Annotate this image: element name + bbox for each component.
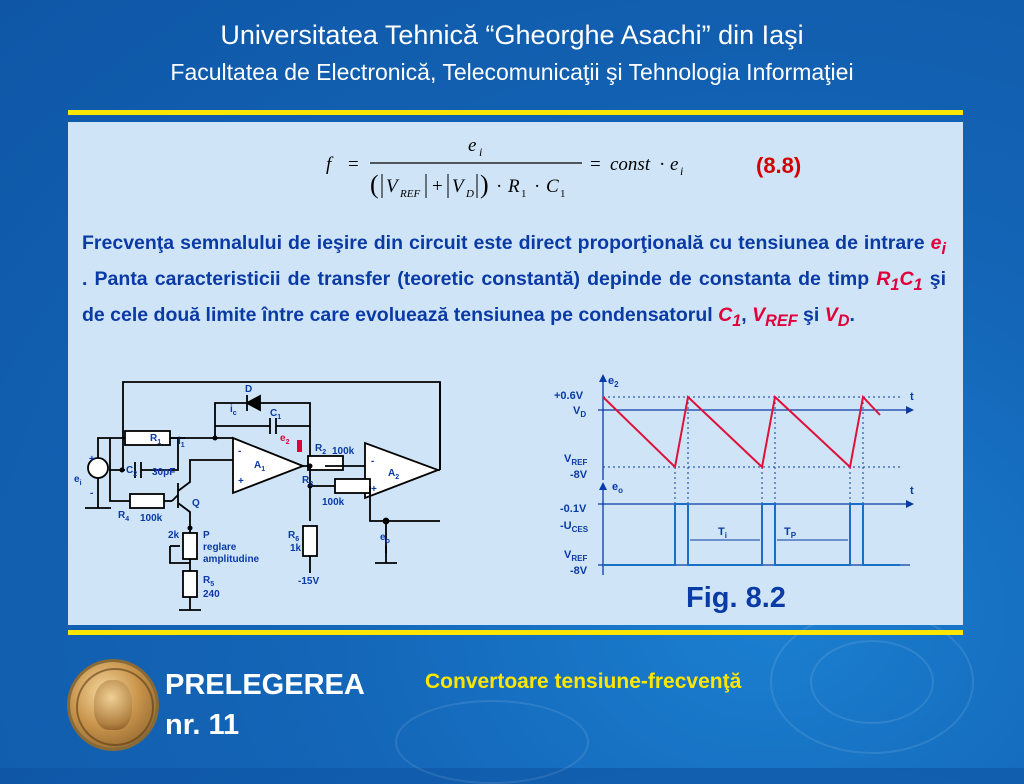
formula-c1: C — [546, 176, 559, 197]
svg-text:D: D — [466, 188, 474, 200]
svg-text:-: - — [371, 456, 375, 467]
svg-text:R4: $R_4$ — [118, 510, 130, 523]
top-divider — [68, 110, 963, 115]
formula — [320, 128, 720, 208]
body-paragraph: Frecvenţa semnalului de ieşire din circuit este direct proporţională cu tensiunea de intrare $e_i$ . Panta caracteristicii de transfer (teoretic constantă) depinde de constanta de timp $R_1C_1$ şi de cele două limite între care evoluează tensiunea pe condensatorul $C_1$, $V_{REF}$ şi $V_D$. — [82, 232, 946, 330]
svg-text:VD: $V_D$ — [573, 405, 587, 419]
lecture-topic: Convertoare tensiune-frecvenţă — [425, 670, 742, 693]
svg-text:A2: $A_2$ — [388, 468, 400, 481]
svg-text:VREF: $V_{REF}$ — [564, 453, 588, 467]
formula-vref: V — [386, 176, 398, 197]
sawtooth-wave — [603, 397, 880, 467]
svg-text:t: t — [910, 485, 914, 497]
svg-text:eo: $e_o$ — [612, 481, 624, 495]
svg-text:Q: Q — [192, 498, 200, 509]
waveform-diagram — [540, 370, 940, 585]
lecture-label: PRELEGEREA nr. 11 — [165, 669, 365, 741]
svg-text:i1: $i_1$ — [178, 436, 185, 449]
svg-text:R2: $R_2$ — [315, 443, 327, 456]
page-title: Universitatea Tehnică “Gheorghe Asachi” din Iaşi — [220, 20, 804, 50]
svg-text:e: e — [670, 154, 679, 175]
svg-text:-0.1V: -0.1V — [560, 503, 587, 515]
svg-text:R5: $R_5$ — [203, 575, 215, 588]
ripple-decoration — [395, 700, 589, 784]
circuit-diagram — [70, 378, 450, 618]
svg-text:+: + — [432, 176, 443, 197]
svg-text:TP: $T_P$ — [784, 526, 797, 540]
formula-eq: = — [348, 154, 359, 175]
svg-text:C1: $C_1$ — [270, 408, 282, 421]
svg-text:REF: REF — [400, 188, 421, 200]
svg-text:1: 1 — [560, 188, 566, 200]
paren-open: ( — [370, 170, 379, 199]
svg-text:amplitudine: amplitudine — [203, 554, 260, 565]
formula-const: const — [610, 154, 651, 175]
paren-close: ) — [480, 170, 489, 199]
formula-num: e — [468, 135, 477, 156]
svg-text:+: + — [238, 476, 244, 487]
svg-text:+: + — [89, 454, 95, 465]
svg-text:Ti: $T_i$ — [718, 526, 727, 540]
svg-text:100k: 100k — [322, 497, 345, 508]
svg-text:ic: $i_c$ — [230, 404, 237, 417]
svg-text:eo: $e_o$ — [380, 532, 390, 545]
formula-vd: V — [452, 176, 464, 197]
probe-icon — [297, 440, 302, 452]
svg-text:R6: $R_6$ — [288, 530, 300, 543]
svg-text:i: i — [680, 164, 684, 178]
svg-text:-: - — [90, 488, 94, 499]
svg-text:·: · — [659, 154, 666, 175]
svg-text:2k: 2k — [168, 530, 180, 541]
page-subtitle: Facultatea de Electronică, Telecomunicaţii şi Tehnologia Informaţiei — [170, 59, 854, 85]
svg-text:·: · — [496, 176, 503, 197]
svg-text:240: 240 — [203, 589, 220, 600]
svg-text:-8V: -8V — [570, 469, 588, 481]
svg-text:100k: 100k — [140, 513, 163, 524]
svg-text:VREF: $V_{REF}$ — [564, 549, 588, 563]
svg-text:R1: $R_1$ — [150, 433, 162, 446]
svg-text:+: + — [371, 484, 377, 495]
svg-text:100k: 100k — [332, 446, 355, 457]
pulse-wave — [603, 504, 900, 565]
equation-number: (8.8) — [756, 153, 802, 178]
svg-text:1: 1 — [521, 188, 527, 200]
svg-text:C2: $C_2$ — [126, 465, 138, 478]
bottom-divider — [68, 630, 963, 635]
svg-text:e2: $e_2$ — [608, 375, 619, 389]
svg-text:-: - — [238, 446, 242, 457]
figure-caption: Fig. 8.2 — [686, 582, 786, 614]
svg-text:=: = — [590, 154, 601, 175]
svg-text:e2: $e_2$ — [280, 433, 290, 446]
svg-text:A1: $A_1$ — [254, 460, 266, 473]
svg-text:reglare: reglare — [203, 542, 237, 553]
svg-text:P: P — [203, 530, 210, 541]
svg-text:D: D — [245, 384, 253, 395]
svg-text:ei: $e_i$ — [74, 474, 82, 487]
formula-r1: R — [508, 176, 520, 197]
svg-text:-15V: -15V — [298, 576, 320, 587]
svg-text:R3: $R_3$ — [302, 475, 314, 488]
svg-text:30pF: 30pF — [152, 467, 176, 478]
svg-text:i: i — [479, 145, 483, 159]
svg-text:+0.6V: +0.6V — [554, 390, 584, 402]
formula-f: f — [326, 154, 332, 175]
svg-text:-8V: -8V — [570, 565, 588, 577]
university-medal-logo — [70, 662, 156, 748]
svg-text:-UCES: $-U_{CES}$ — [560, 520, 589, 534]
svg-text:·: · — [534, 176, 541, 197]
svg-text:t: t — [910, 391, 914, 403]
svg-text:1k: 1k — [290, 543, 302, 554]
